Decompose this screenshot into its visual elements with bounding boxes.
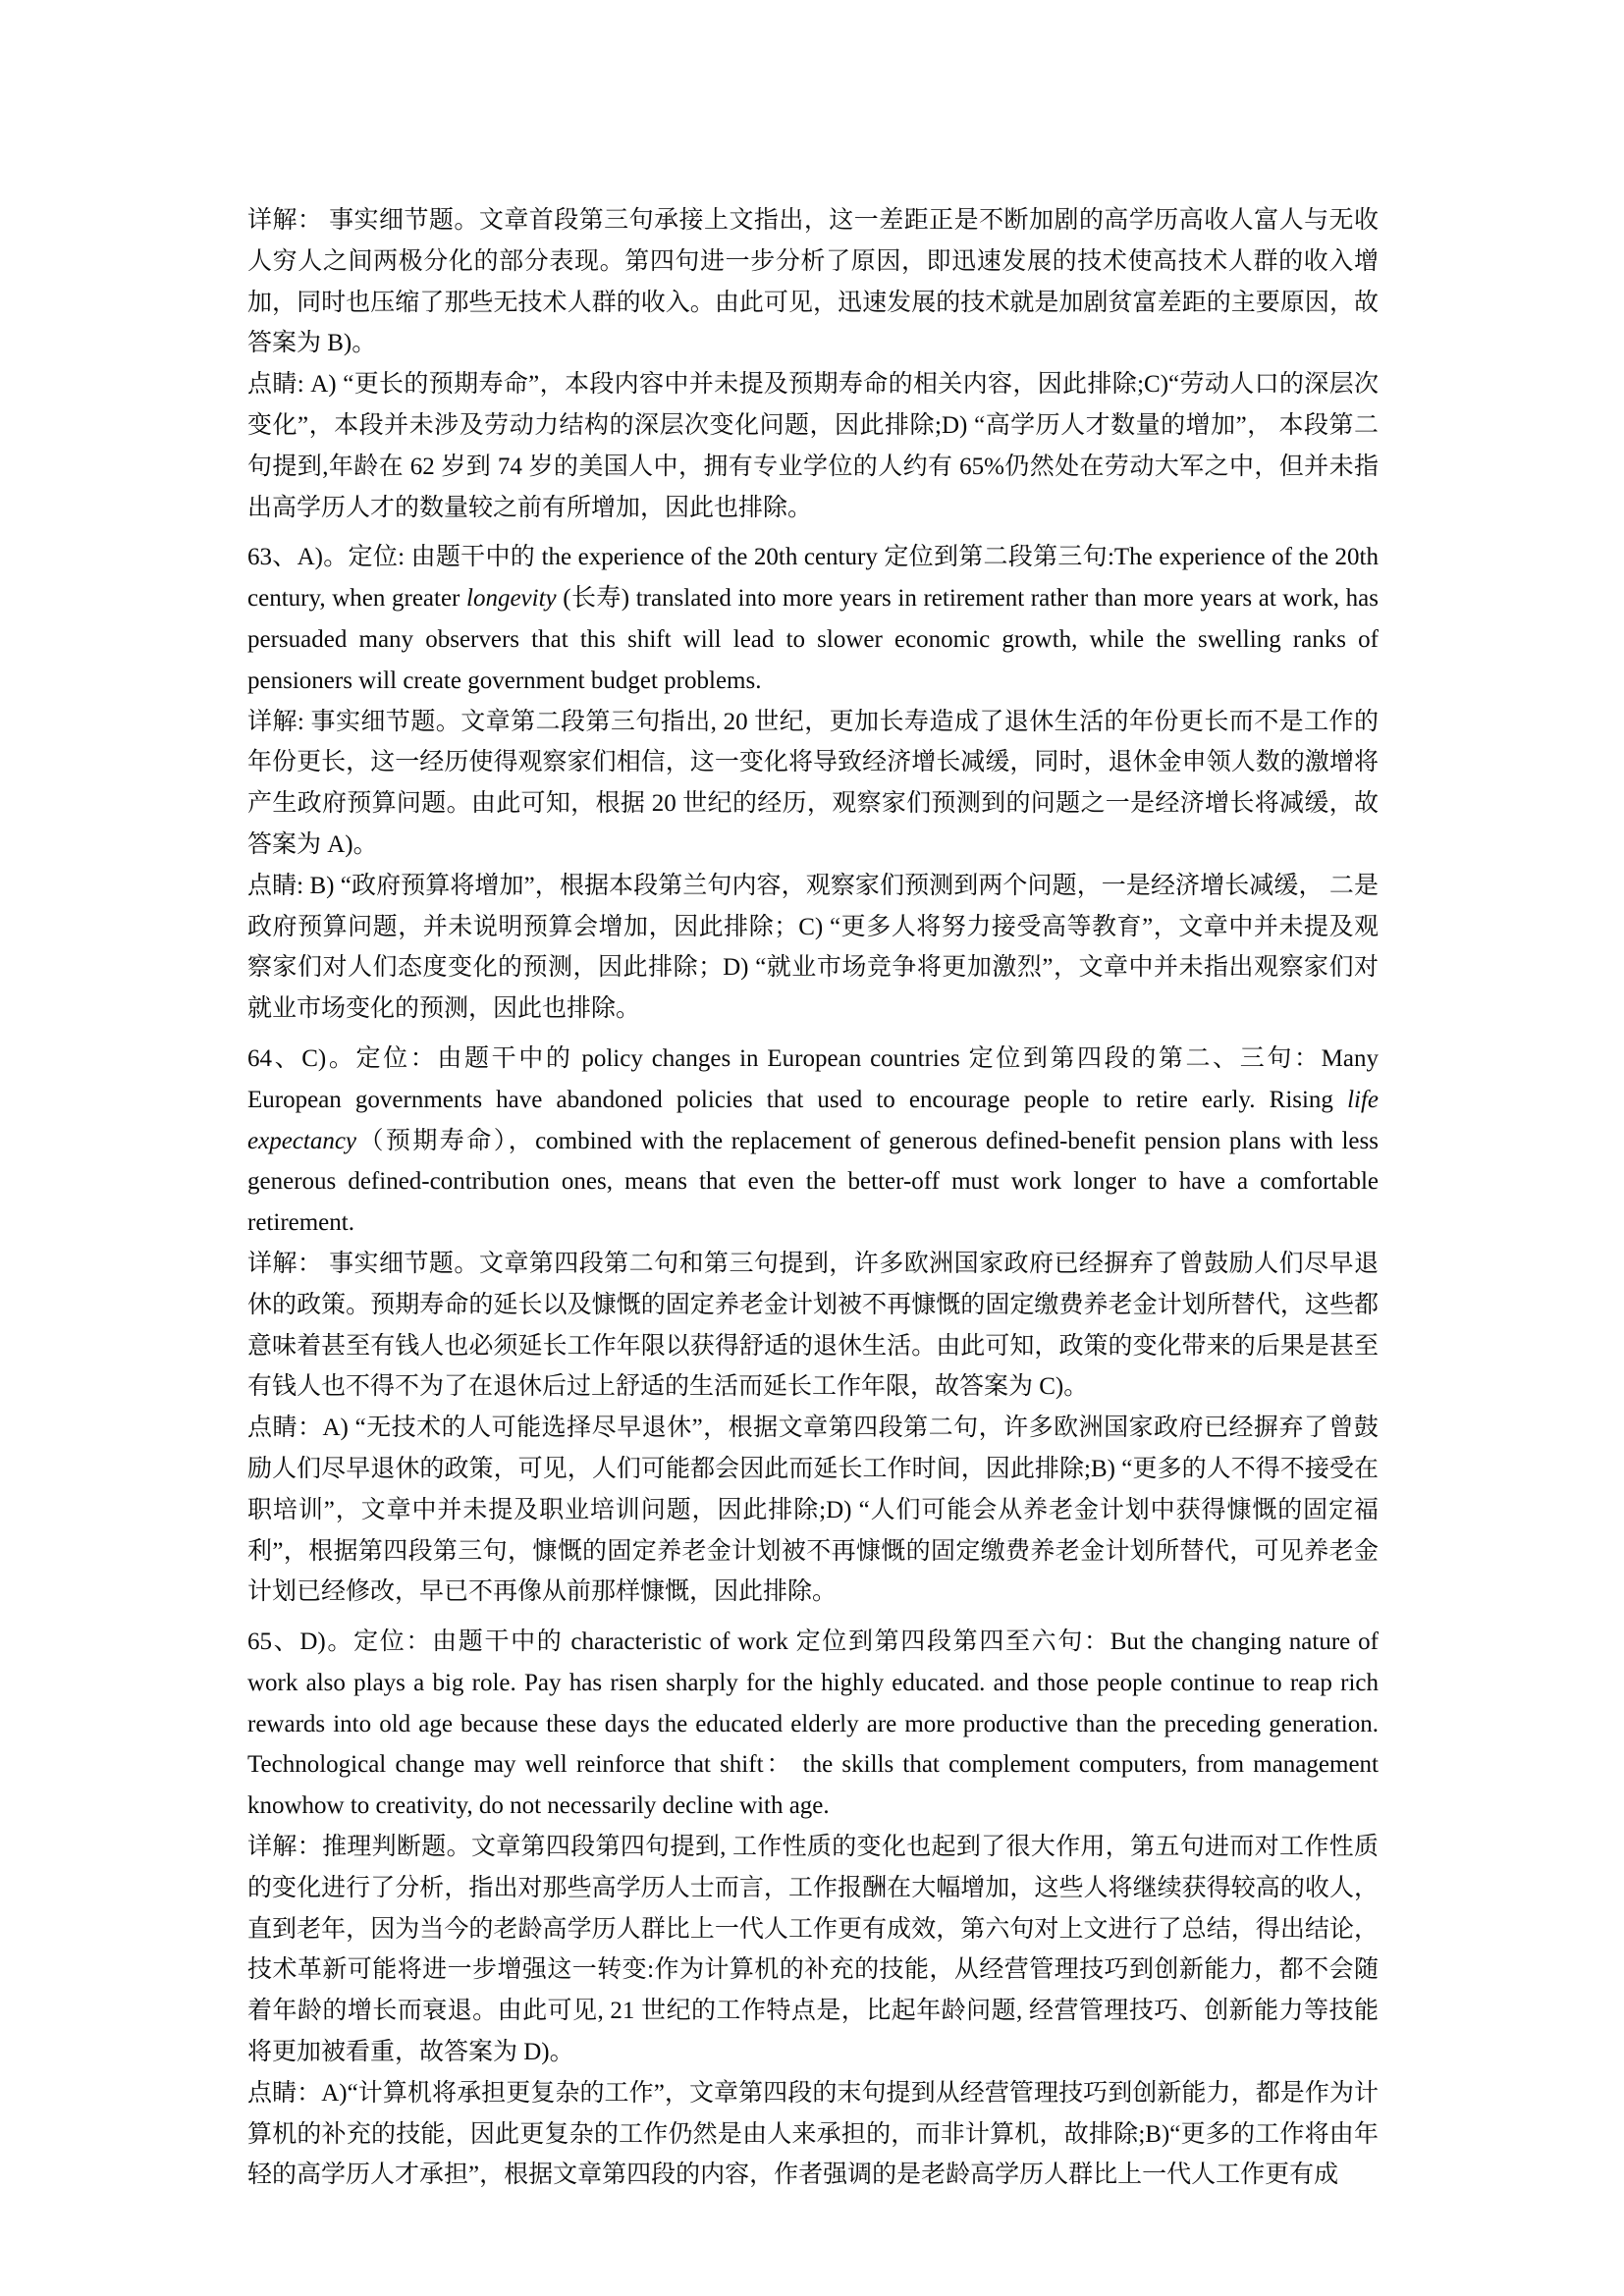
answer-65-location [247,1622,1379,1827]
text-run: 点睛: B) “政府预算将增加”，根据本段第兰句内容，观察家们预测到两个问题，一是经济增长减缓， 二是政府预算问题，并未说明预算会增加，因此排除；C) “更多人将努力接受高等教育”，文章中并未提及观察家们对人们态度变化的预测，因此排除；D) “就业市场竞争将更加激烈”，文章中并未指出观察家们对就业市场变化的预测，因此也排除。 [247,872,1379,1023]
answer-64-tips [247,1408,1379,1613]
text-run: 详解: 事实细节题。文章第二段第三句指出, 20 世纪，更加长寿造成了退休生活的年份更长而不是工作的年份更长，这一经历使得观察家们相信，这一变化将导致经济增长减缓，同时，退休金申领人数的激增将产生政府预算问题。由此可知，根据 20 世纪的经历，观察家们预测到的问题之一是经济增长将减缓，故答案为 A)。 [247,708,1379,858]
italic-term-longevity: longevity [466,585,557,613]
text-run: 点睛：A)“计算机将承担更复杂的工作”，文章第四段的末句提到从经营管理技巧到创新能力，都是作为计算机的补充的技能，因此更复杂的工作仍然是由人来承担的，而非计算机，故排除;B)“更多的工作将由年轻的高学历人才承担”，根据文章第四段的内容，作者强调的是老龄高学历人群比上一代人工作更有成 [247,2079,1379,2189]
answer-65-explanation [247,1827,1379,2073]
answer-65-tips [247,2073,1379,2196]
italic-term-life-expectancy: life expectancy [247,1086,1379,1154]
text-run: 详解： 事实细节题。文章第四段第二句和第三句提到，许多欧洲国家政府已经摒弃了曾鼓励人们尽早退休的政策。预期寿命的延长以及慷慨的固定养老金计划被不再慷慨的固定缴费养老金计划所替代，这些都意味着甚至有钱人也必须延长工作年限以获得舒适的退休生活。由此可知，政策的变化带来的后果是甚至有钱人也不得不为了在退休后过上舒适的生活而延长工作年限，故答案为 C)。 [247,1250,1379,1401]
answer-63-explanation [247,702,1379,866]
text-run: 64、C)。定位：由题干中的 policy changes in European countries 定位到第四段的第二、三句：Many European governments have abandoned policies that used to encourage people to retire early. Rising [247,1044,1379,1113]
answer-62-explanation [247,200,1379,364]
document-text-block [247,200,1379,2196]
answer-62-tips [247,364,1379,528]
text-run: （预期寿命），combined with the replacement of generous defined-benefit pension plans with less generous defined-contribution ones, means that even the better-off must work longer to have a comfortable retirement. [247,1127,1379,1237]
text-run: 63、A)。定位: 由题干中的 the experience of the 20th century 定位到第二段第三句:The experience of the 20th century, when greater [247,544,1379,613]
answer-63-tips [247,866,1379,1030]
answer-63-location [247,537,1379,701]
text-run: (长寿) translated into more years in retirement rather than more years at work, has persuaded many observers that this shift will lead to slower economic growth, while the swelling ranks of pensioners will create government budget problems. [247,585,1380,694]
text-run: 详解：推理判断题。文章第四段第四句提到, 工作性质的变化也起到了很大作用，第五句进而对工作性质的变化进行了分析，指出对那些高学历人士而言，工作报酬在大幅增加，这些人将继续获得较高的收人，直到老年，因为当今的老龄高学历人群比上一代人工作更有成效，第六句对上文进行了总结，得出结论，技术革新可能将进一步增强这一转变:作为计算机的补充的技能，从经营管理技巧到创新能力，都不会随着年龄的增长而衰退。由此可见, 21 世纪的工作特点是，比起年龄问题, 经营管理技巧、创新能力等技能将更加被看重，故答案为 D)。 [247,1834,1379,2066]
answer-64-explanation [247,1244,1379,1408]
text-run: 65、D)。定位：由题干中的 characteristic of work 定位到第四段第四至六句：But the changing nature of work also plays a big role. Pay has risen sharply for the highly educated. and those people continue to reap rich rewards into old age because these days the educated elderly are more productive than the preceding generation. Technological change may well reinforce that shift： the skills that complement computers, from management knowhow to creativity, do not necessarily decline with age. [247,1629,1379,1820]
answer-64-location [247,1039,1379,1244]
text-run: 点睛：A) “无技术的人可能选择尽早退休”，根据文章第四段第二句，许多欧洲国家政府已经摒弃了曾鼓励人们尽早退休的政策，可见，人们可能都会因此而延长工作时间，因此排除;B) “更多的人不得不接受在职培训”，文章中并未提及职业培训问题，因此排除;D) “人们可能会从养老金计划中获得慷慨的固定福利”，根据第四段第三句，慷慨的固定养老金计划被不再慷慨的固定缴费养老金计划所替代，可见养老金计划已经修改，早已不再像从前那样慷慨，因此排除。 [247,1415,1379,1606]
text-run: 点睛: A) “更长的预期寿命”，本段内容中并未提及预期寿命的相关内容，因此排除;C)“劳动人口的深层次变化”，本段并未涉及劳动力结构的深层次变化问题，因此排除;D) “高学历人才数量的增加”， 本段第二句提到,年龄在 62 岁到 74 岁的美国人中，拥有专业学位的人约有 65%仍然处在劳动大军之中，但并未指出高学历人才的数量较之前有所增加，因此也排除。 [247,371,1379,521]
text-run: 详解： 事实细节题。文章首段第三句承接上文指出，这一差距正是不断加剧的高学历高收人富人与无收人穷人之间两极分化的部分表现。第四句进一步分析了原因，即迅速发展的技术使高技术人群的收入增加，同时也压缩了那些无技术人群的收入。由此可见，迅速发展的技术就是加剧贫富差距的主要原因，故答案为 B)。 [247,207,1379,357]
